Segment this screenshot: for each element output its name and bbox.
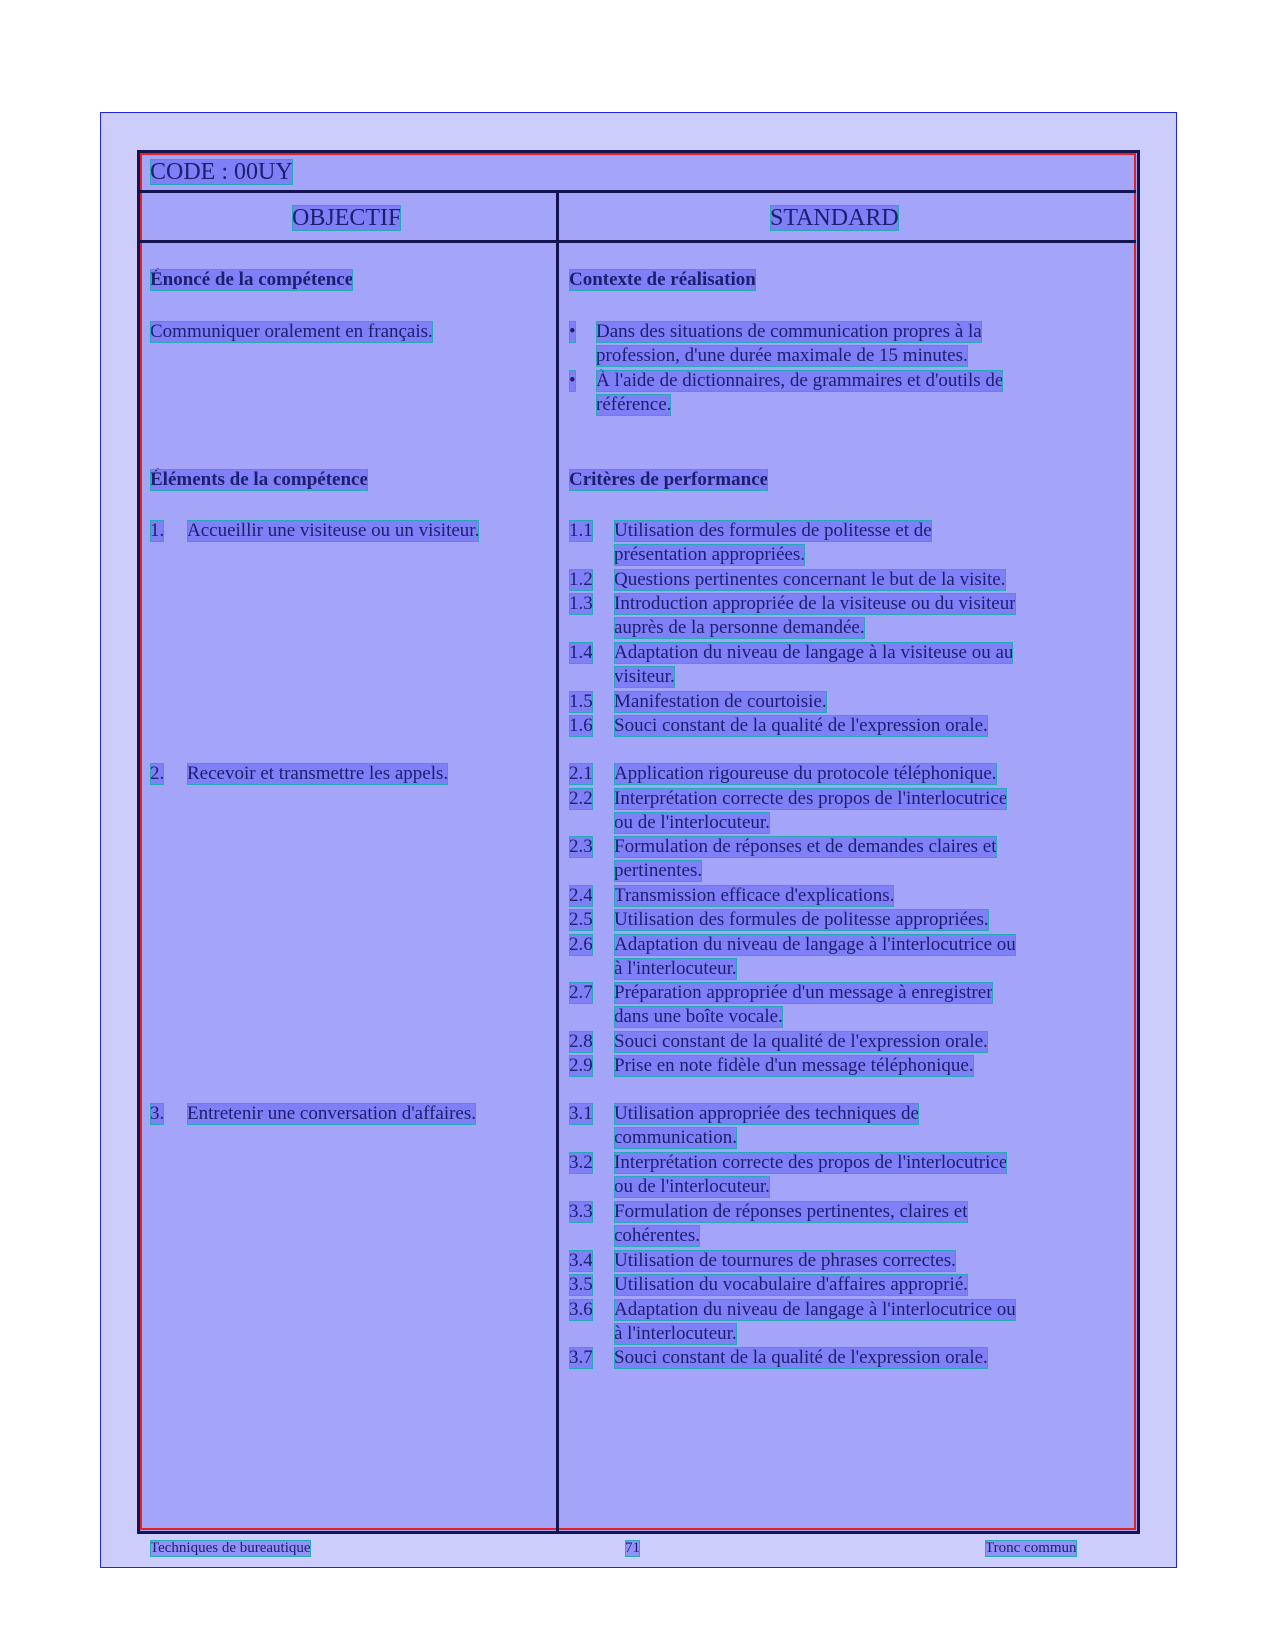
criterion-text: visiteur.	[614, 666, 675, 687]
criteres-title: Critères de performance	[569, 469, 769, 490]
criterion-number: 1.2	[569, 569, 593, 590]
criterion-text: Transmission efficace d'explications.	[614, 885, 895, 906]
criterion-text: auprès de la personne demandée.	[614, 617, 865, 638]
criterion-text: pertinentes.	[614, 860, 703, 881]
criterion-text: cohérentes.	[614, 1225, 700, 1246]
criterion-number: 2.7	[569, 982, 593, 1003]
criterion-text: Adaptation du niveau de langage à l'interlocutrice ou	[614, 934, 1016, 955]
element-number: 1.	[150, 520, 165, 541]
element-number: 3.	[150, 1103, 165, 1124]
criterion-text: Adaptation du niveau de langage à la visiteuse ou au	[614, 642, 1014, 663]
criterion-text: Préparation appropriée d'un message à enregistrer	[614, 982, 993, 1003]
contexte-title: Contexte de réalisation	[569, 269, 756, 290]
criterion-text: Utilisation des formules de politesse appropriées.	[614, 909, 989, 930]
criterion-text: Application rigoureuse du protocole téléphonique.	[614, 763, 997, 784]
element-text: Entretenir une conversation d'affaires.	[187, 1103, 477, 1124]
criterion-text: Introduction appropriée de la visiteuse ou du visiteur	[614, 593, 1016, 614]
criterion-number: 3.2	[569, 1152, 593, 1173]
criterion-number: 2.5	[569, 909, 593, 930]
criterion-text: Interprétation correcte des propos de l'interlocutrice	[614, 1152, 1008, 1173]
element-text: Accueillir une visiteuse ou un visiteur.	[187, 520, 480, 541]
code-label: CODE : 00UY	[150, 159, 293, 185]
enonce-title: Énoncé de la compétence	[150, 269, 354, 290]
criterion-text: ou de l'interlocuteur.	[614, 812, 770, 833]
criterion-number: 3.7	[569, 1347, 593, 1368]
criterion-number: 3.3	[569, 1201, 593, 1222]
criterion-text: communication.	[614, 1127, 737, 1148]
criterion-text: Prise en note fidèle d'un message téléphonique.	[614, 1055, 974, 1076]
criterion-number: 2.9	[569, 1055, 593, 1076]
code-row-divider	[140, 190, 1136, 193]
criterion-number: 2.8	[569, 1031, 593, 1052]
element-number: 2.	[150, 763, 165, 784]
criterion-text: dans une boîte vocale.	[614, 1006, 783, 1027]
criterion-number: 1.5	[569, 691, 593, 712]
criterion-text: Utilisation de tournures de phrases correctes.	[614, 1250, 956, 1271]
criterion-number: 1.3	[569, 593, 593, 614]
footer-program: Techniques de bureautique	[150, 1540, 311, 1556]
criterion-number: 3.4	[569, 1250, 593, 1271]
element-text: Recevoir et transmettre les appels.	[187, 763, 449, 784]
contexte-line: Dans des situations de communication propres à la	[596, 321, 982, 342]
criterion-text: Souci constant de la qualité de l'expression orale.	[614, 1031, 988, 1052]
criterion-number: 2.6	[569, 934, 593, 955]
criterion-text: Utilisation des formules de politesse et de	[614, 520, 932, 541]
criterion-text: Formulation de réponses pertinentes, claires et	[614, 1201, 968, 1222]
criterion-text: présentation appropriées.	[614, 544, 805, 565]
criterion-text: Manifestation de courtoisie.	[614, 691, 827, 712]
criterion-text: à l'interlocuteur.	[614, 1323, 737, 1344]
elements-title: Éléments de la compétence	[150, 469, 368, 490]
contexte-line: profession, d'une durée maximale de 15 minutes.	[596, 345, 968, 366]
criterion-text: Adaptation du niveau de langage à l'interlocutrice ou	[614, 1299, 1016, 1320]
criterion-text: Interprétation correcte des propos de l'interlocutrice	[614, 788, 1008, 809]
header-standard: STANDARD	[770, 205, 899, 231]
criterion-number: 3.5	[569, 1274, 593, 1295]
header-row-divider	[140, 240, 1136, 243]
contexte-bullet: •	[569, 370, 576, 391]
enonce-text: Communiquer oralement en français.	[150, 321, 433, 342]
criterion-number: 2.2	[569, 788, 593, 809]
criterion-number: 2.3	[569, 836, 593, 857]
criterion-number: 1.6	[569, 715, 593, 736]
column-divider	[556, 190, 559, 1531]
criterion-number: 3.1	[569, 1103, 593, 1124]
criterion-number: 2.4	[569, 885, 593, 906]
contexte-bullet: •	[569, 321, 576, 342]
criterion-text: ou de l'interlocuteur.	[614, 1176, 770, 1197]
criterion-number: 3.6	[569, 1299, 593, 1320]
criterion-number: 1.4	[569, 642, 593, 663]
footer-section: Tronc commun	[985, 1540, 1077, 1556]
criterion-text: Formulation de réponses et de demandes claires et	[614, 836, 997, 857]
criterion-text: Utilisation du vocabulaire d'affaires approprié.	[614, 1274, 968, 1295]
criterion-text: Utilisation appropriée des techniques de	[614, 1103, 919, 1124]
contexte-line: référence.	[596, 394, 672, 415]
criterion-text: Questions pertinentes concernant le but de la visite.	[614, 569, 1006, 590]
criterion-text: à l'interlocuteur.	[614, 958, 737, 979]
header-objectif: OBJECTIF	[292, 205, 402, 231]
criterion-number: 1.1	[569, 520, 593, 541]
contexte-line: À l'aide de dictionnaires, de grammaires et d'outils de	[596, 370, 1004, 391]
criterion-text: Souci constant de la qualité de l'expression orale.	[614, 715, 988, 736]
criterion-text: Souci constant de la qualité de l'expression orale.	[614, 1347, 988, 1368]
criterion-number: 2.1	[569, 763, 593, 784]
footer-page-number: 71	[625, 1540, 640, 1556]
